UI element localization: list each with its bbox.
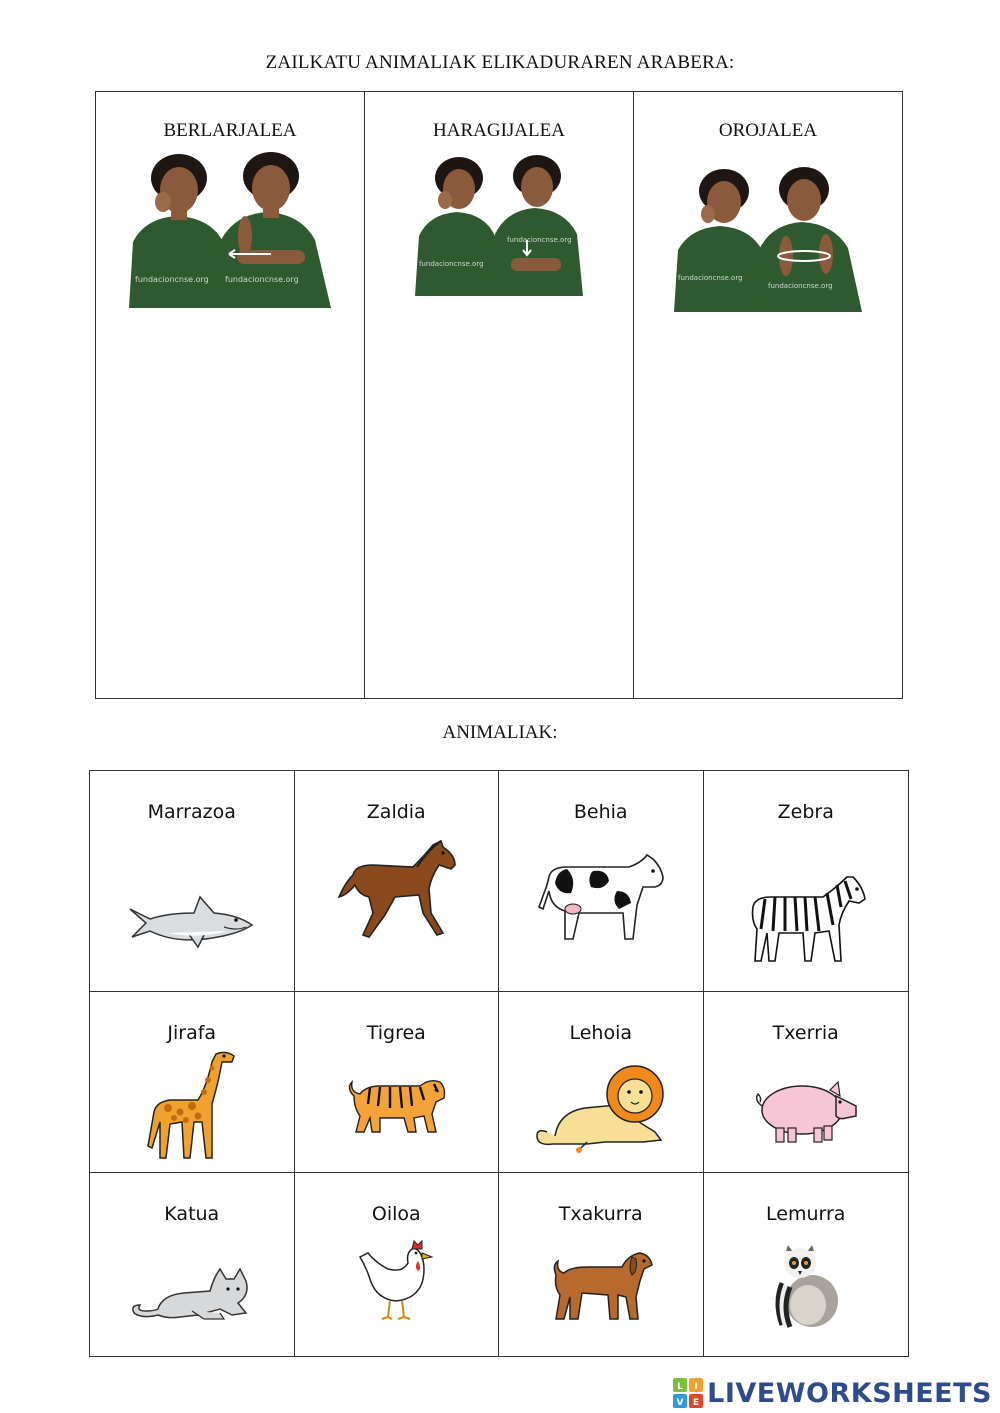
svg-text:fundacioncnse.org: fundacioncnse.org bbox=[225, 275, 299, 284]
animal-name: Lehoia bbox=[569, 1022, 633, 1044]
category-label: OROJALEA bbox=[718, 120, 818, 141]
animal-card-horse[interactable] bbox=[295, 771, 500, 992]
category-column-carnivore bbox=[365, 92, 634, 698]
liveworksheets-logo-icon bbox=[673, 1378, 703, 1408]
animal-card-lion[interactable] bbox=[499, 992, 704, 1173]
animal-card-hen[interactable] bbox=[295, 1173, 500, 1356]
sign-language-photo bbox=[125, 150, 335, 308]
animal-name: Behia bbox=[573, 801, 628, 823]
pig-icon bbox=[752, 1076, 860, 1144]
svg-text:fundacioncnse.org: fundacioncnse.org bbox=[678, 274, 743, 282]
category-label: BERLARJALEA bbox=[163, 120, 297, 141]
cat-icon bbox=[128, 1265, 256, 1323]
animal-card-dog[interactable] bbox=[499, 1173, 704, 1356]
drop-zone-carnivore[interactable] bbox=[365, 322, 633, 698]
animal-name: Txakurra bbox=[558, 1203, 643, 1225]
tiger-icon bbox=[344, 1074, 448, 1136]
horse-icon bbox=[333, 837, 459, 941]
animal-card-cow[interactable] bbox=[499, 771, 704, 992]
lion-icon bbox=[535, 1062, 667, 1154]
sign-language-photo bbox=[672, 166, 864, 312]
lemur-icon bbox=[770, 1243, 842, 1329]
svg-text:L: L bbox=[677, 1382, 684, 1392]
animal-card-giraffe[interactable] bbox=[90, 992, 295, 1173]
animal-card-pig[interactable] bbox=[704, 992, 909, 1173]
animal-name: Oiloa bbox=[371, 1203, 421, 1225]
hen-icon bbox=[356, 1239, 436, 1321]
drop-zone-herbivore[interactable] bbox=[96, 322, 364, 698]
animal-card-shark[interactable] bbox=[90, 771, 295, 992]
svg-text:fundacioncnse.org: fundacioncnse.org bbox=[768, 282, 833, 290]
category-column-herbivore bbox=[96, 92, 365, 698]
dog-icon bbox=[548, 1247, 654, 1323]
svg-text:fundacioncnse.org: fundacioncnse.org bbox=[507, 236, 572, 244]
category-column-omnivore bbox=[634, 92, 902, 698]
zebra-icon bbox=[745, 873, 867, 965]
animal-name: Txerria bbox=[772, 1022, 839, 1044]
svg-text:fundacioncnse.org: fundacioncnse.org bbox=[135, 275, 209, 284]
svg-text:I: I bbox=[694, 1382, 698, 1392]
animal-name: Tigrea bbox=[366, 1022, 426, 1044]
category-label: HARAGIJALEA bbox=[433, 120, 565, 141]
drop-zone-omnivore[interactable] bbox=[634, 322, 902, 698]
animal-name: Jirafa bbox=[167, 1022, 217, 1044]
animals-grid bbox=[89, 770, 909, 1357]
svg-text:E: E bbox=[693, 1398, 700, 1408]
sign-language-photo bbox=[413, 154, 585, 296]
shark-icon bbox=[128, 893, 256, 951]
animal-card-lemur[interactable] bbox=[704, 1173, 909, 1356]
animal-name: Zebra bbox=[777, 801, 834, 823]
animal-card-tiger[interactable] bbox=[295, 992, 500, 1173]
animal-name: Lemurra bbox=[766, 1203, 846, 1225]
cow-icon bbox=[537, 851, 665, 943]
animal-name: Marrazoa bbox=[147, 801, 236, 823]
liveworksheets-brand bbox=[673, 1376, 992, 1410]
brand-name: LIVEWORKSHEETS bbox=[707, 1377, 992, 1409]
animal-card-cat[interactable] bbox=[90, 1173, 295, 1356]
svg-text:V: V bbox=[676, 1398, 684, 1408]
animal-name: Zaldia bbox=[366, 801, 426, 823]
sorting-table bbox=[95, 91, 903, 699]
svg-text:fundacioncnse.org: fundacioncnse.org bbox=[419, 260, 484, 268]
giraffe-icon bbox=[146, 1048, 238, 1162]
animals-title: ANIMALIAK: bbox=[442, 722, 558, 743]
animal-card-zebra[interactable] bbox=[704, 771, 909, 992]
worksheet-title: ZAILKATU ANIMALIAK ELIKADURAREN ARABERA: bbox=[265, 52, 735, 73]
animal-name: Katua bbox=[164, 1203, 220, 1225]
